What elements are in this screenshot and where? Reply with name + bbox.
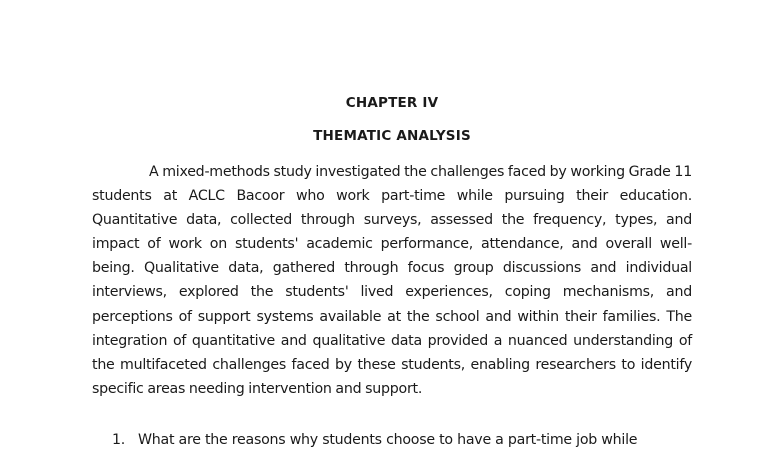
list-item — [112, 428, 692, 452]
section-title: THEMATIC ANALYSIS — [313, 128, 471, 144]
body-paragraph: A mixed-methods study investigated the challenges faced by working Grade 11 students at ACLC Bacoor who work part-time while pursuing their education. Quantitative data, collected through surveys, assessed the frequency, types, and impact of work on students' academic performance, attendance, and overall well-being. Qualitative data, gathered through focus group discussions and individual interviews, explored the students' lived experiences, coping mechanisms, and perceptions of support systems available at the school and within their families. The integration of quantitative and qualitative data provided a nuanced understanding of the multifaceted challenges faced by these students, enabling researchers to identify specific areas needing intervention and support. — [92, 164, 692, 397]
chapter-heading: CHAPTER IV — [345, 95, 439, 111]
list-item-number: 1. — [112, 432, 126, 448]
list-item-text: What are the reasons why students choose to have a part-time job while — [138, 432, 638, 448]
